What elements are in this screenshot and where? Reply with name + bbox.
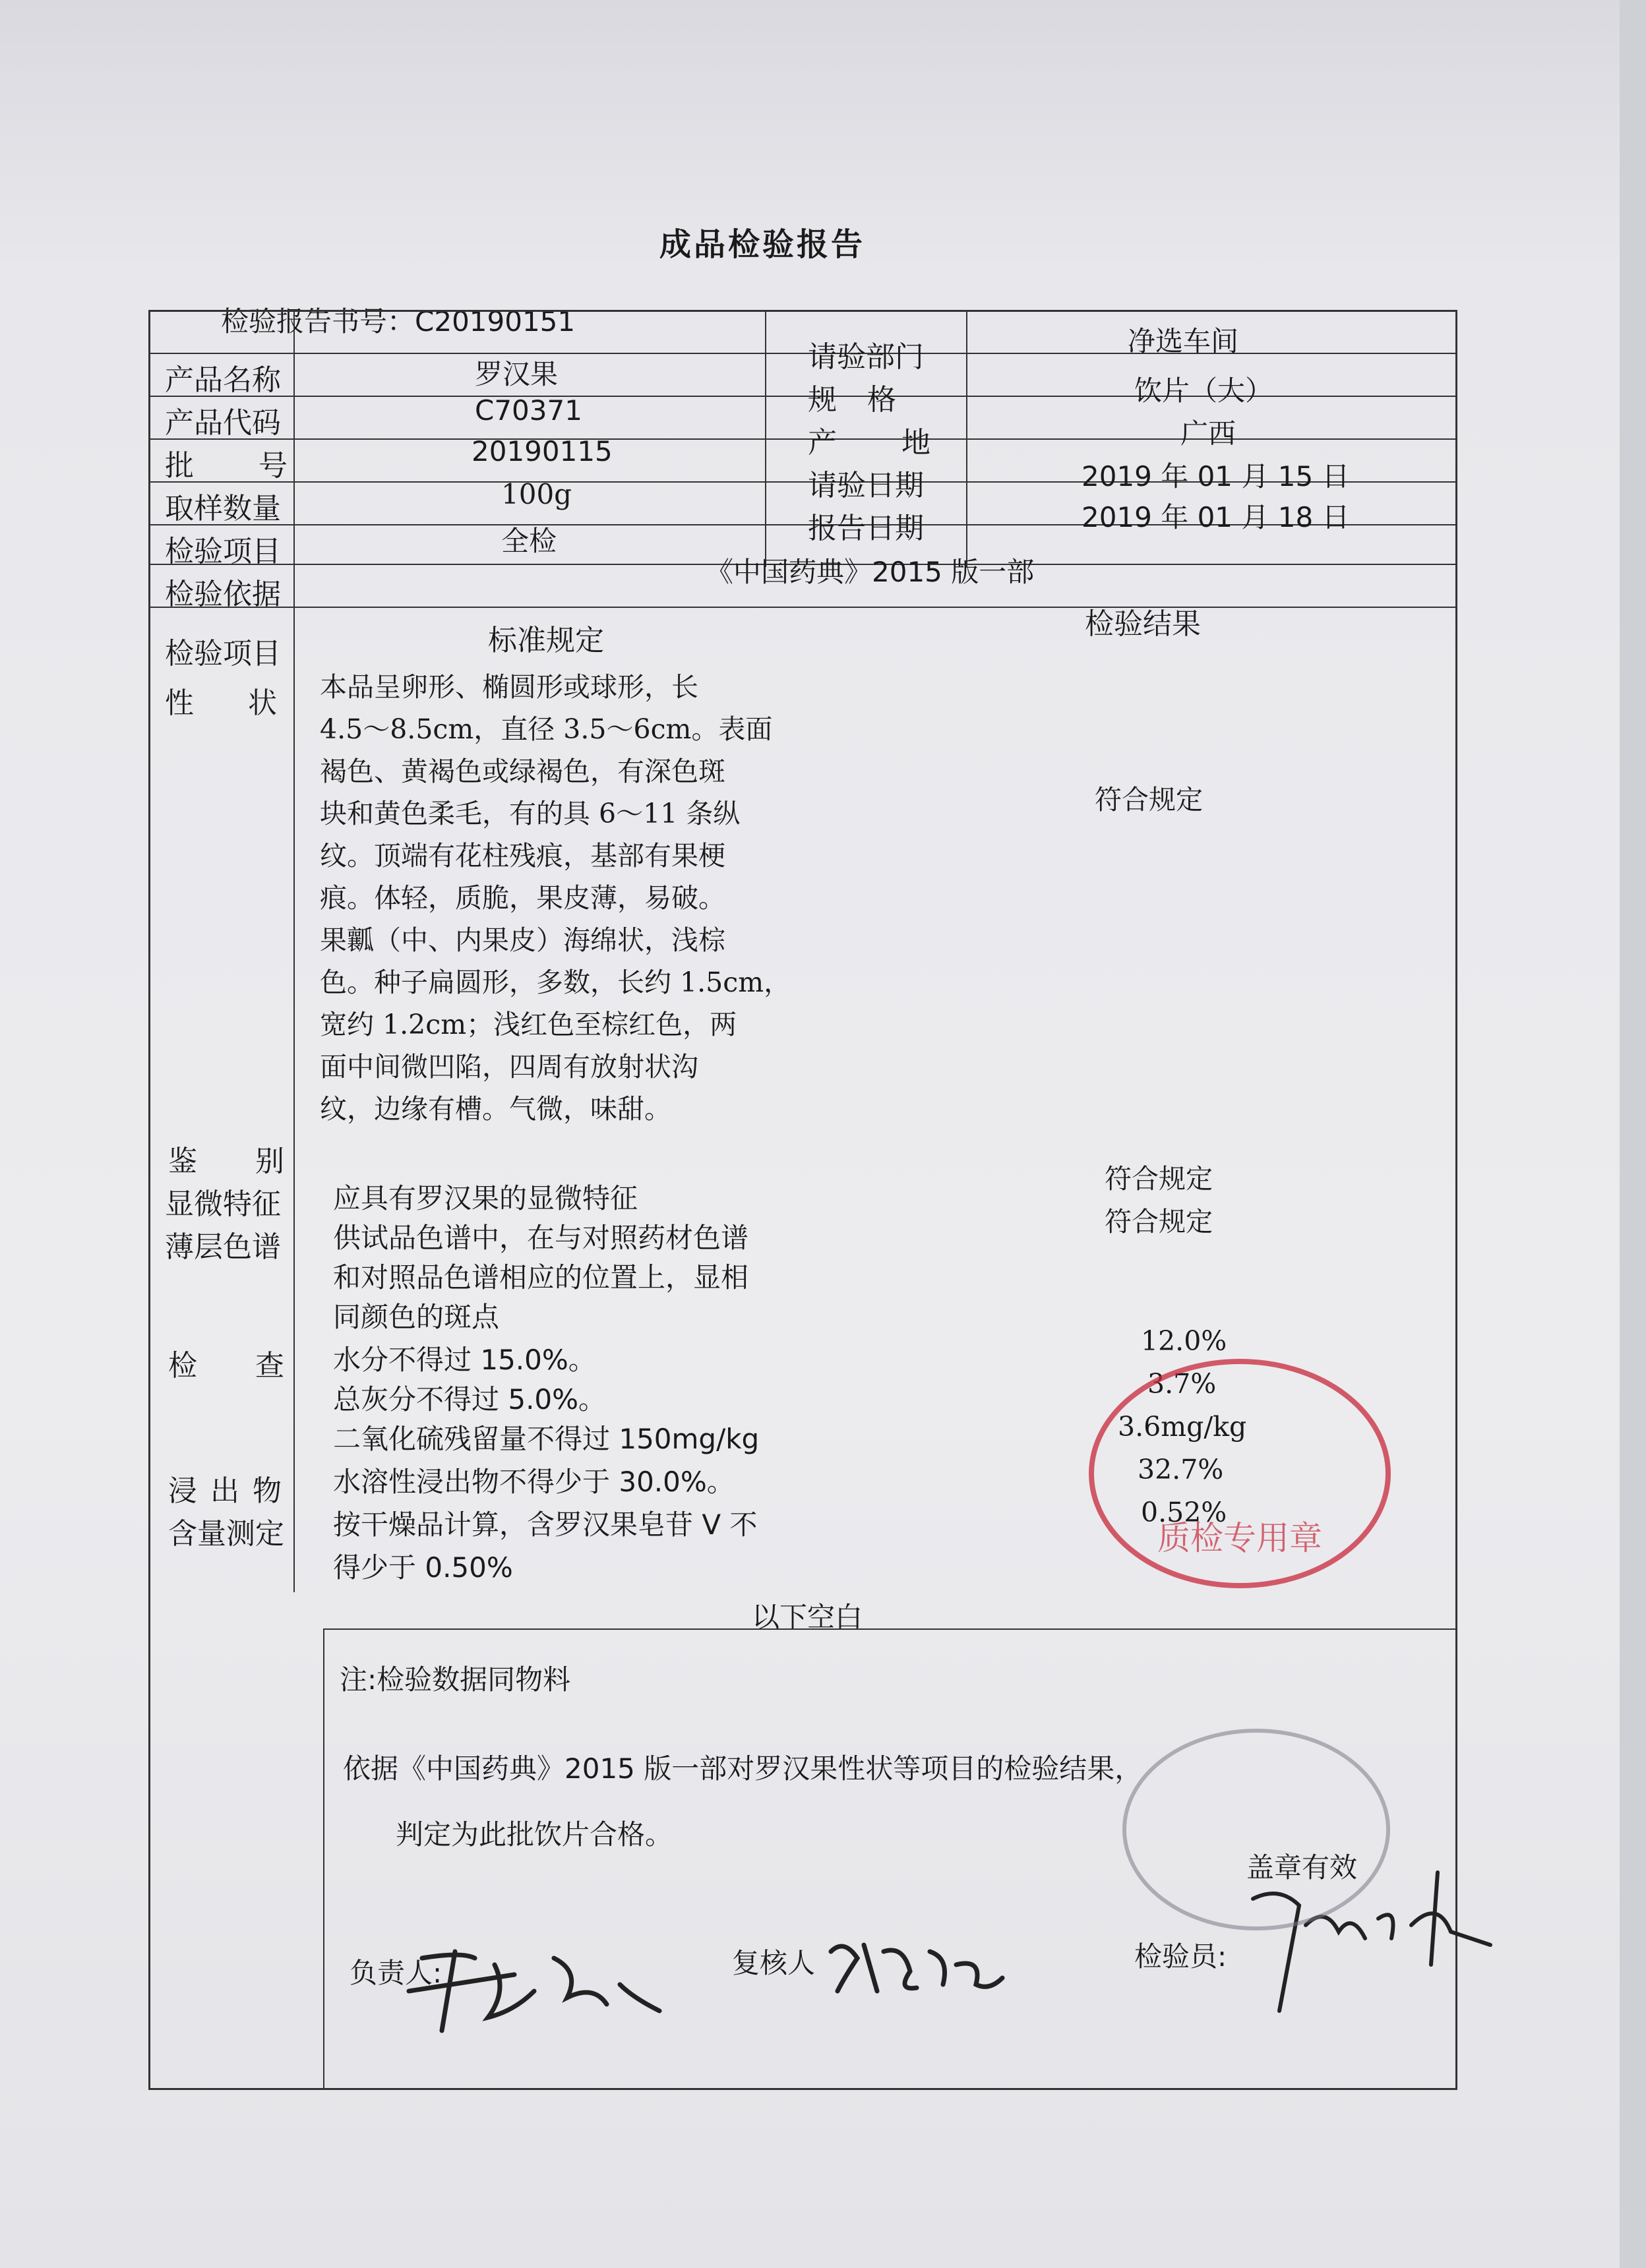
label-basis: 检验依据 (165, 578, 281, 611)
conclusion-line-2: 判定为此批饮片合格。 (396, 1818, 673, 1851)
standard-moisture: 水分不得过 15.0%。 (333, 1344, 596, 1376)
standard-tlc-2: 和对照品色谱相应的位置上，显相 (333, 1261, 749, 1294)
label-test-items: 检验项目 (165, 535, 281, 568)
label-product-code: 产品代码 (165, 406, 281, 440)
label-sample-qty: 取样数量 (165, 492, 281, 525)
label-responsible: 负责人: (350, 1957, 442, 1989)
row-line (148, 607, 1457, 608)
label-request-dept: 请验部门 (808, 340, 924, 374)
result-microscopic: 符合规定 (1105, 1163, 1213, 1195)
label-product-name: 产品名称 (165, 363, 281, 397)
label-inspector: 检验员: (1134, 1940, 1227, 1973)
row-line (148, 353, 1457, 354)
notes-line (323, 1628, 1457, 1630)
result-moisture: 12.0% (1141, 1325, 1227, 1357)
value-product-name: 罗汉果 (475, 358, 559, 390)
standard-appearance-text: 本品呈卵形、椭圆形或球形，长 4.5～8.5cm，直径 3.5～6cm。表面 褐色、黄褐色或绿褐色，有深色斑 块和黄色柔毛，有的具 6～11 条纵 纹。顶端有花柱残痕，基部有果梗 痕。体轻，质脆，果皮薄，易破。 果瓤（中、内果皮）海绵状，浅棕 色。种子扁圆形，多数，长约 1.5cm， 宽约 1.2cm；浅红色至棕红色，两 面中间微凹陷，四周有放射状沟 纹，边缘有槽。气微，味甜。 (320, 671, 791, 1125)
label-origin: 产地 (808, 426, 995, 460)
item-assay: 含量测定 (168, 1517, 284, 1551)
report-title: 成品检验报告 (659, 226, 866, 263)
value-report-date: 2019 年 01 月 18 日 (1082, 501, 1350, 533)
label-spec: 规格 (808, 383, 927, 417)
value-spec: 饮片（大） (1134, 374, 1273, 407)
label-request-date: 请验日期 (808, 469, 924, 502)
result-ash: 3.7% (1147, 1368, 1217, 1400)
result-so2: 3.6mg/kg (1118, 1411, 1247, 1443)
col-header-standard: 标准规定 (488, 624, 604, 657)
value-batch: 20190115 (472, 435, 613, 467)
row-line (148, 438, 1457, 440)
label-batch: 批号 (165, 449, 352, 483)
item-identification: 鉴别 (168, 1145, 342, 1178)
value-product-code: C70371 (475, 394, 582, 427)
standard-microscopic: 应具有罗汉果的显微特征 (333, 1182, 638, 1214)
responsible-signature (382, 1912, 686, 2037)
label-reviewer: 复核人 (732, 1947, 816, 1979)
col-header-item: 检验项目 (165, 637, 281, 671)
col-line (765, 310, 766, 567)
item-inspection: 检查 (168, 1349, 342, 1383)
reviewer-signature (818, 1925, 1016, 2011)
item-appearance: 性状 (165, 686, 331, 720)
notes-col-line (323, 1628, 324, 2090)
value-test-items: 全检 (501, 525, 557, 557)
inspection-seal-stamp (1082, 1352, 1398, 1596)
item-tlc: 薄层色谱 (165, 1230, 281, 1264)
conclusion-line-1: 依据《中国药典》2015 版一部对罗汉果性状等项目的检验结果， (343, 1752, 1143, 1785)
standard-ash: 总灰分不得过 5.0%。 (333, 1383, 607, 1416)
value-request-date: 2019 年 01 月 15 日 (1082, 460, 1350, 492)
standard-tlc-1: 供试品色谱中，在与对照药材色谱 (333, 1222, 749, 1254)
standard-extract: 水溶性浸出物不得少于 30.0%。 (333, 1466, 735, 1498)
value-sample-qty: 100g (501, 478, 572, 510)
standard-assay-1: 按干燥品计算，含罗汉果皂苷 V 不 (333, 1508, 758, 1541)
result-appearance: 符合规定 (1095, 784, 1203, 816)
item-microscopic: 显微特征 (165, 1187, 281, 1221)
standard-assay-2: 得少于 0.50% (333, 1551, 513, 1584)
scan-edge (1620, 0, 1646, 2268)
value-origin: 广西 (1180, 417, 1236, 450)
value-request-dept: 净选车间 (1128, 325, 1239, 357)
standard-so2: 二氧化硫残留量不得过 150mg/kg (333, 1423, 760, 1455)
note-text: 注:检验数据同物料 (340, 1663, 571, 1696)
col-line (293, 310, 295, 1592)
result-assay: 0.52% (1141, 1497, 1227, 1528)
report-number: 检验报告书号：C20190151 (221, 305, 576, 338)
result-tlc: 符合规定 (1105, 1206, 1213, 1238)
seal-text: 质检专用章 (1157, 1519, 1322, 1557)
seal-valid-text: 盖章有效 (1246, 1851, 1358, 1884)
label-report-date: 报告日期 (808, 512, 924, 545)
standard-tlc-3: 同颜色的斑点 (333, 1301, 500, 1333)
faded-company-stamp (1114, 1721, 1398, 1938)
col-header-result: 检验结果 (1085, 607, 1201, 641)
blank-below: 以下空白 (752, 1601, 863, 1633)
value-basis: 《中国药典》2015 版一部 (706, 556, 1035, 588)
item-extract: 浸出物 (168, 1474, 295, 1508)
result-extract: 32.7% (1138, 1454, 1224, 1485)
